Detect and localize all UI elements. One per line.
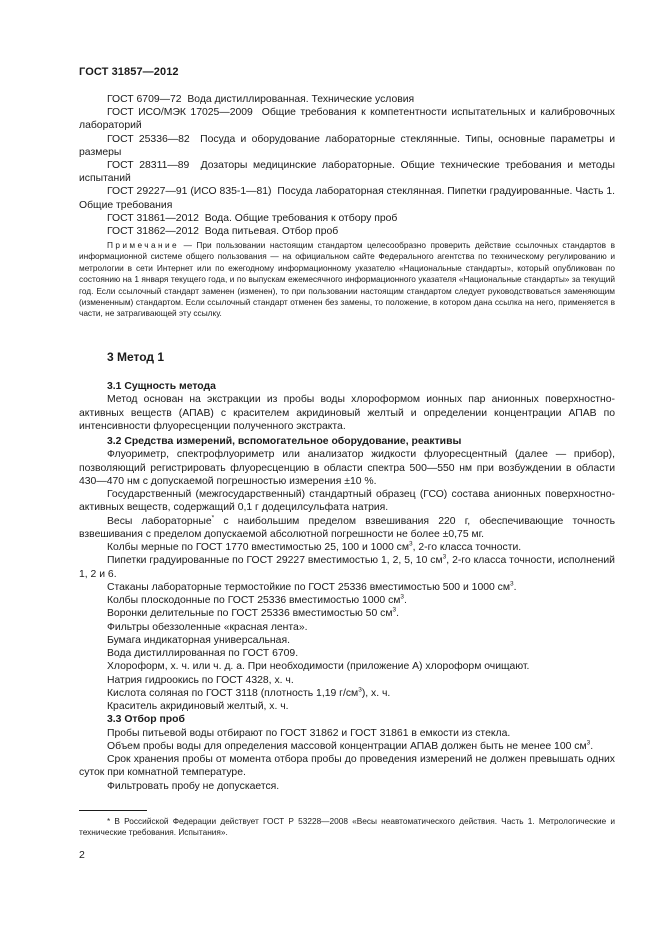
subsection-title: 3.2 Средства измерений, вспомогательное оборудование, реактивы	[107, 436, 462, 447]
note-text: — При пользовании настоящим стандартом целесообразно проверить действие ссылочных стандартов в информационной системе общего пользования — на официальном сайте Федерального агентства по техническому регулированию и метрологии в сети Интернет или по ежегодному информационному указателю «Национальные стандарты», который опубликован по состоянию на 1 января текущего года, и по выпускам ежемесячного информационного указателя «Национальные стандарты» за текущий год. Если ссылочный стандарт заменен (изменен), то при пользовании настоящим стандартом следует руководствоваться заменяющим (измененным) стандартом. Если ссылочный стандарт отменен без замены, то положение, в котором дана ссылка на него, применяется в части, не затрагивающей эту ссылку.	[79, 240, 615, 319]
paragraph: Стаканы лабораторные термостойкие по ГОСТ 25336 вместимостью 500 и 1000 $см^3$.	[107, 580, 517, 593]
reference-item: ГОСТ 6709—72 Вода дистиллированная. Технические условия	[107, 94, 415, 105]
paragraph: Весы лабораторные* с наибольшим пределом взвешивания 220 г, обеспечивающие точность взвешивания с пределом допускаемой абсолютной погрешности не более ±0,75 мг.	[79, 514, 615, 540]
reference-item: ГОСТ ИСО/МЭК 17025—2009 Общие требования к компетентности испытательных и калибровочных лабораторий	[79, 107, 615, 132]
footnote-marker: *	[211, 514, 215, 522]
footnote	[79, 816, 615, 839]
paragraph: Пипетки градуированные по ГОСТ 29227 вместимостью 1, 2, 5, 10 $см^3$, 2-го класса точности, исполнений 1, 2 и 6.	[79, 553, 615, 580]
references-note	[79, 240, 615, 320]
subsection-title: 3.1 Сущность метода	[107, 381, 216, 392]
normative-references	[79, 93, 615, 238]
section-body	[79, 380, 615, 793]
footnote-text: В Российской Федерации действует ГОСТ Р 53228—2008 «Весы неавтоматического действия. Часть 1. Метрологические и технические требования. Испытания».	[79, 816, 615, 838]
paragraph: Краситель акридиновый желтый, х. ч.	[107, 701, 289, 712]
document-header: ГОСТ 31857—2012	[79, 66, 179, 78]
paragraph: Государственный (межгосударственный) стандартный образец (ГСО) состава анионных поверхностно-активных веществ, содержащий 0,1 г додецилсульфата натрия.	[79, 489, 615, 514]
paragraph: Фильтры обеззоленные «красная лента».	[107, 621, 308, 633]
paragraph: Метод основан на экстракции из пробы воды хлороформом ионных пар анионных поверхностно-активных веществ (АПАВ) с красителем акридиновый желтый и определении концентрации АПАВ по интенсивности флуоресценции полученного экстракта.	[79, 394, 615, 432]
paragraph: Натрия гидроокись по ГОСТ 4328, х. ч.	[107, 674, 294, 686]
page-number: 2	[79, 849, 85, 861]
note-label: Примечание	[107, 240, 180, 250]
paragraph: Фильтровать пробу не допускается.	[107, 780, 280, 792]
reference-item: ГОСТ 28311—89 Дозаторы медицинские лабораторные. Общие технические требования и методы испытаний	[79, 160, 616, 185]
paragraph: Колбы плоскодонные по ГОСТ 25336 вместимостью 1000 $см^3$.	[107, 593, 407, 606]
paragraph: Бумага индикаторная универсальная.	[107, 634, 290, 646]
section-title: 3 Метод 1	[107, 350, 165, 364]
paragraph: Кислота соляная по ГОСТ 3118 (плотность 1,19 $г/см^3$), х. ч.	[107, 686, 391, 699]
reference-item: ГОСТ 25336—82 Посуда и оборудование лабораторные стеклянные. Типы, основные параметры и размеры	[79, 133, 615, 158]
paragraph: Объем пробы воды для определения массовой концентрации АПАВ должен быть не менее 100 $см^3$.	[107, 739, 594, 752]
reference-item: ГОСТ 29227—91 (ИСО 835-1—81) Посуда лабораторная стеклянная. Пипетки градуированные. Часть 1. Общие требования	[79, 186, 616, 211]
paragraph: Хлороформ, х. ч. или ч. д. а. При необходимости (приложение А) хлороформ очищают.	[107, 661, 530, 673]
reference-item: ГОСТ 31861—2012 Вода. Общие требования к отбору проб	[107, 212, 398, 224]
footnote-divider	[79, 810, 147, 811]
paragraph: Вода дистиллированная по ГОСТ 6709.	[107, 648, 299, 659]
paragraph: Колбы мерные по ГОСТ 1770 вместимостью 25, 100 и 1000 $см^3$, 2-го класса точности.	[107, 540, 522, 553]
reference-item: ГОСТ 31862—2012 Вода питьевая. Отбор проб	[107, 226, 339, 238]
paragraph: Флуориметр, спектрофлуориметр или анализатор жидкости флуоресцентный (далее — прибор), позволяющий регистрировать флуоресценцию в области спектра 500—550 нм при возбуждении в области 430—470 нм с допускаемой погрешностью измерения ±10 %.	[79, 449, 615, 487]
paragraph: Воронки делительные по ГОСТ 25336 вместимостью 50 $см^3$.	[107, 606, 399, 620]
paragraph: Срок хранения пробы от момента отбора пробы до проведения измерений не должен превышать одних суток при комнатной температуре.	[79, 754, 615, 779]
subsection-title: 3.3 Отбор проб	[107, 714, 185, 726]
paragraph: Пробы питьевой воды отбирают по ГОСТ 31862 и ГОСТ 31861 в емкости из стекла.	[107, 727, 511, 739]
footnote-mark: *	[107, 816, 111, 826]
